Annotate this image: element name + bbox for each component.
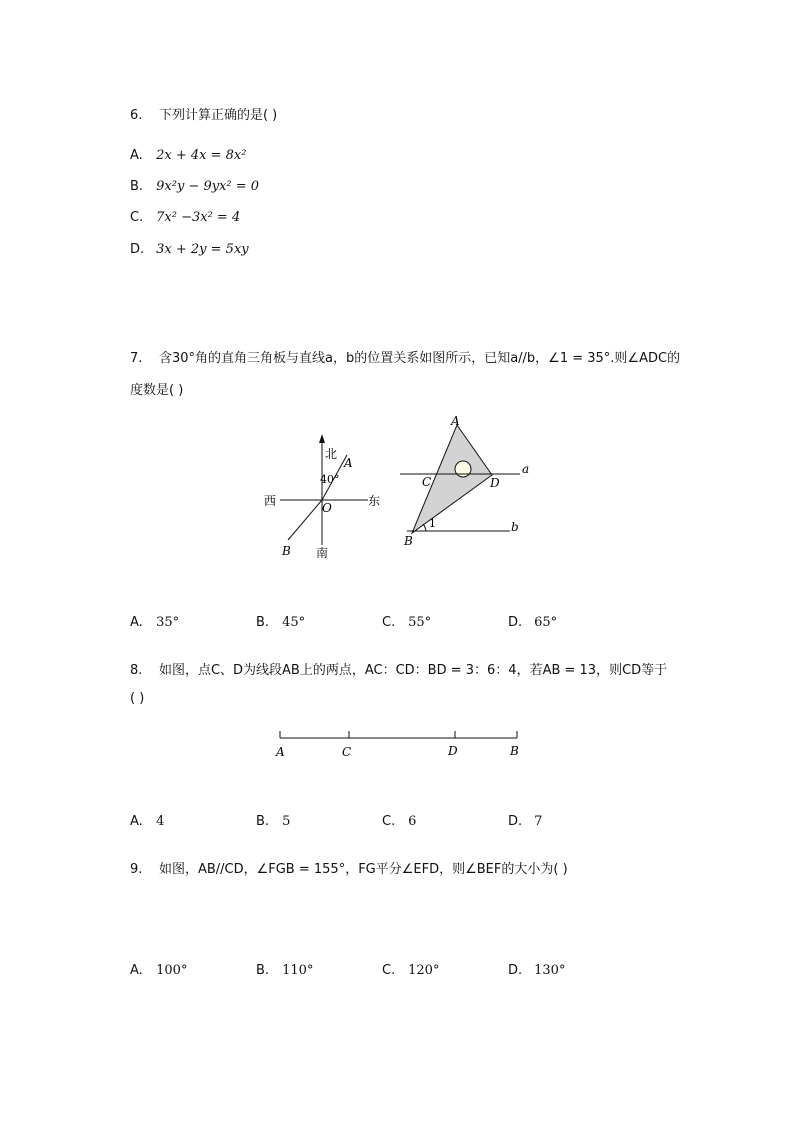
q6-option-d[interactable] (130, 242, 249, 257)
question-6-stem (130, 104, 277, 123)
question-8-stem-line2: ( ) (130, 691, 145, 706)
q9-option-b[interactable] (256, 963, 313, 978)
label-angle-40: 40° (320, 473, 340, 486)
q8-option-d[interactable] (508, 814, 542, 829)
q7-option-a[interactable] (130, 615, 179, 630)
option-letter: D. (130, 242, 145, 257)
option-letter: B. (130, 179, 144, 194)
option-letter: A. (130, 615, 143, 630)
label-origin: O (322, 501, 332, 515)
question-8-number: 8. (130, 663, 143, 678)
q8-option-a[interactable] (130, 814, 164, 829)
label-point-a: A (344, 456, 353, 470)
label-line-b: b (511, 520, 519, 534)
question-6-text: 下列计算正确的是( ) (158, 108, 278, 123)
q7-option-b[interactable] (256, 615, 305, 630)
q9-option-c[interactable] (382, 963, 439, 978)
label-angle-1: 1 (429, 517, 436, 530)
label-line-a: a (522, 462, 530, 476)
label-point-c: C (342, 745, 352, 759)
angle-1-arc (423, 524, 426, 531)
option-letter: C. (382, 814, 396, 829)
option-text: 110° (282, 963, 314, 978)
question-9-number: 9. (130, 862, 143, 877)
label-point-b: B (282, 544, 291, 558)
north-arrow-icon (319, 434, 325, 443)
label-west: 西 (264, 494, 277, 508)
option-letter: A. (130, 148, 143, 163)
question-6-number: 6. (130, 108, 143, 123)
compass-figure (255, 430, 390, 565)
question-9-stem (130, 858, 568, 877)
label-north: 北 (325, 447, 338, 461)
question-7-stem-line1 (130, 347, 680, 366)
option-text: 9x²y − 9yx² = 0 (156, 179, 260, 194)
option-letter: B. (256, 814, 270, 829)
option-text: 7 (534, 814, 543, 829)
label-east: 东 (368, 494, 381, 508)
q9-option-a[interactable] (130, 963, 187, 978)
option-text: 5 (282, 814, 291, 829)
label-point-a: A (451, 414, 460, 428)
question-9-text: 如图，AB//CD，∠FGB = 155°，FG平分∠EFD，则∠BEF的大小为( ) (158, 862, 568, 877)
q7-option-d[interactable] (508, 615, 557, 630)
question-7-text: 含30°角的直角三角板与直线a，b的位置关系如图所示，已知a//b，∠1 = 35°.则∠ADC的 (158, 351, 681, 366)
option-letter: D. (508, 963, 523, 978)
q8-option-c[interactable] (382, 814, 416, 829)
label-point-d: D (490, 476, 500, 490)
option-letter: A. (130, 814, 143, 829)
label-point-b: B (510, 744, 519, 758)
option-text: 100° (156, 963, 188, 978)
label-south: 南 (316, 546, 329, 560)
question-7-number: 7. (130, 351, 143, 366)
question-8-stem-line1 (130, 659, 667, 678)
option-letter: D. (508, 615, 523, 630)
triangle-figure (395, 410, 545, 550)
option-text: 130° (534, 963, 566, 978)
option-text: 45° (282, 615, 306, 630)
option-letter: B. (256, 963, 270, 978)
q9-option-d[interactable] (508, 963, 565, 978)
option-text: 35° (156, 615, 180, 630)
option-letter: C. (382, 615, 396, 630)
segment-figure (270, 725, 530, 765)
option-letter: D. (508, 814, 523, 829)
ray-ob (288, 500, 322, 540)
option-text: 7x² −3x² = 4 (156, 210, 241, 225)
option-letter: B. (256, 615, 270, 630)
option-text: 65° (534, 615, 558, 630)
label-point-b: B (404, 534, 413, 548)
q6-option-c[interactable] (130, 210, 240, 225)
q6-option-a[interactable] (130, 148, 246, 163)
option-text: 120° (408, 963, 440, 978)
option-text: 6 (408, 814, 417, 829)
option-text: 4 (156, 814, 165, 829)
question-8-text: 如图，点C、D为线段AB上的两点，AC：CD：BD = 3：6：4，若AB = 13，则CD等于 (158, 663, 668, 678)
q8-option-b[interactable] (256, 814, 290, 829)
ruler-hole (455, 461, 471, 477)
label-point-a: A (276, 745, 285, 759)
question-7-stem-line2: 度数是( ) (130, 383, 184, 398)
q6-option-b[interactable] (130, 179, 259, 194)
option-text: 3x + 2y = 5xy (156, 242, 249, 257)
label-point-c: C (422, 475, 432, 489)
q7-option-c[interactable] (382, 615, 431, 630)
option-letter: C. (382, 963, 396, 978)
option-text: 55° (408, 615, 432, 630)
option-letter: A. (130, 963, 143, 978)
option-text: 2x + 4x = 8x² (156, 148, 247, 163)
label-point-d: D (448, 744, 458, 758)
option-letter: C. (130, 210, 144, 225)
